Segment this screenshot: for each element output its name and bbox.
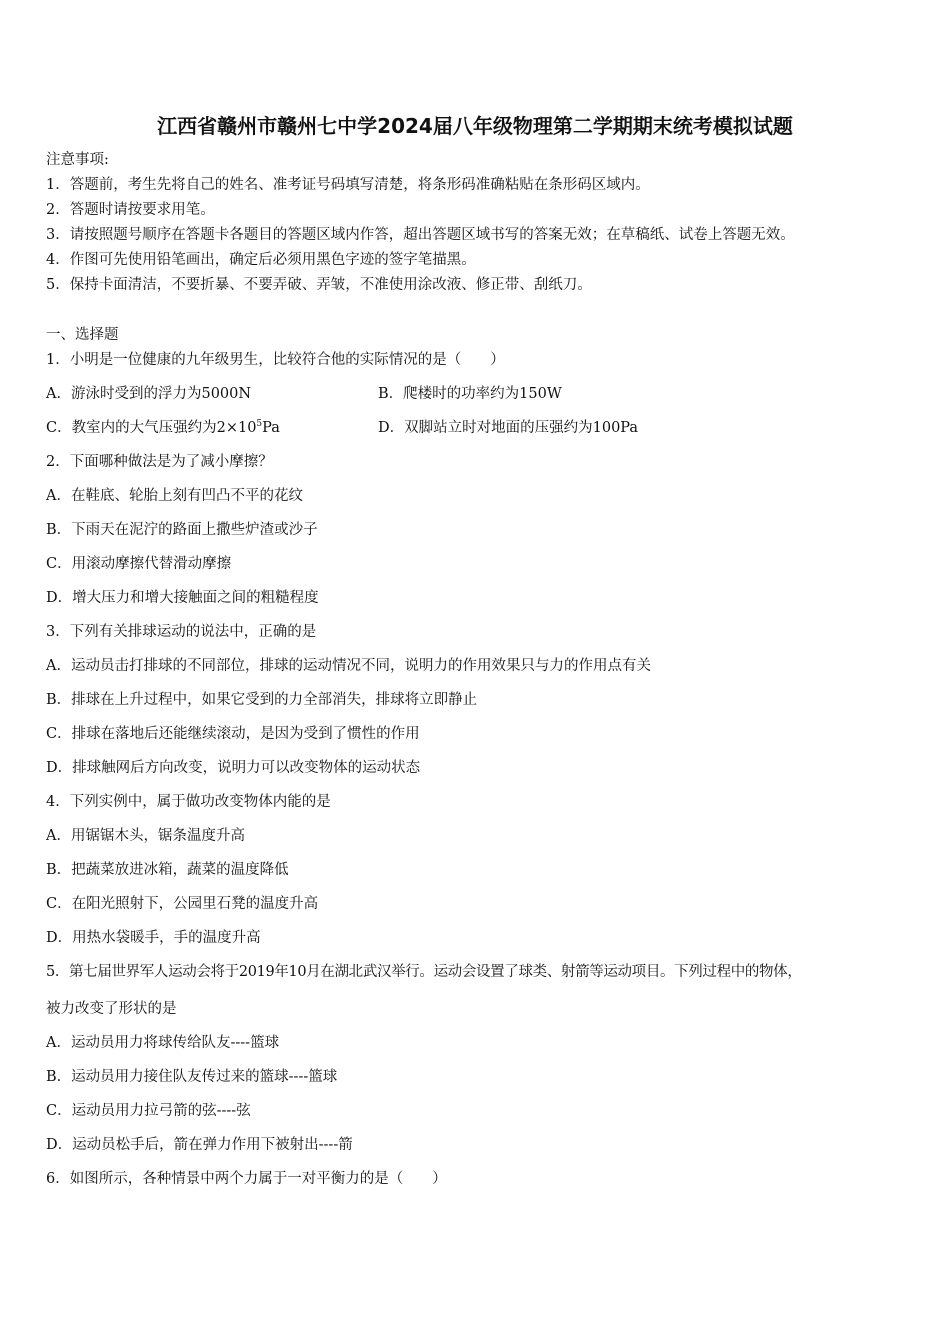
q3-option-c: C．排球在落地后还能继续滚动，是因为受到了惯性的作用 [46, 726, 420, 742]
q3-option-b: B．排球在上升过程中，如果它受到的力全部消失，排球将立即静止 [46, 692, 478, 708]
q2-option-a: A．在鞋底、轮胎上刻有凹凸不平的花纹 [46, 488, 303, 504]
q1-option-c-unit: Pa [262, 420, 280, 436]
q5-stem-line2: 被力改变了形状的是 [46, 1001, 177, 1017]
q2-option-d: D．增大压力和增大接触面之间的粗糙程度 [46, 590, 319, 606]
q6-stem: 6．如图所示，各种情景中两个力属于一对平衡力的是（ ） [46, 1171, 447, 1187]
q2-option-c: C．用滚动摩擦代替滑动摩擦 [46, 556, 232, 572]
q5-option-d: D．运动员松手后，箭在弹力作用下被射出----箭 [46, 1137, 353, 1153]
q5-option-c: C．运动员用力拉弓箭的弦----弦 [46, 1103, 251, 1119]
q4-option-d: D．用热水袋暖手，手的温度升高 [46, 930, 261, 946]
q1-option-c-exponent: 5 [256, 419, 263, 430]
q3-option-d: D．排球触网后方向改变，说明力可以改变物体的运动状态 [46, 760, 421, 776]
q1-stem: 1．小明是一位健康的九年级男生，比较符合他的实际情况的是（ ） [46, 352, 505, 368]
q5-option-a: A．运动员用力将球传给队友----篮球 [46, 1035, 280, 1051]
q1-option-c-text: C．教室内的大气压强约为2×10 [46, 420, 257, 436]
q1-option-a: A．游泳时受到的浮力为5000N [46, 386, 252, 402]
q1-option-c [46, 418, 280, 438]
q5-stem-line1: 5．第七届世界军人运动会将于2019年10月在湖北武汉举行。运动会设置了球类、射箭等运动项目。下列过程中的物体， [46, 964, 802, 980]
notice-item-5: 5．保持卡面清洁，不要折暴、不要弄破、弄皱，不准使用涂改液、修正带、刮纸刀。 [46, 277, 592, 293]
notice-item-1: 1．答题前，考生先将自己的姓名、准考证号码填写清楚，将条形码准确粘贴在条形码区域内。 [46, 177, 650, 193]
q1-option-b: B．爬楼时的功率约为150W [378, 386, 562, 402]
notice-heading: 注意事项: [46, 152, 109, 168]
q5-option-b: B．运动员用力接住队友传过来的篮球----篮球 [46, 1069, 338, 1085]
notice-item-4: 4．作图可先使用铅笔画出，确定后必须用黑色字迹的签字笔描黑。 [46, 252, 476, 268]
q4-stem: 4．下列实例中，属于做功改变物体内能的是 [46, 794, 331, 810]
q3-stem: 3．下列有关排球运动的说法中，正确的是 [46, 624, 317, 640]
notice-item-2: 2．答题时请按要求用笔。 [46, 202, 215, 218]
notice-item-3: 3．请按照题号顺序在答题卡各题目的答题区域内作答，超出答题区域书写的答案无效；在草稿纸、试卷上答题无效。 [46, 227, 795, 243]
q4-option-b: B．把蔬菜放进冰箱，蔬菜的温度降低 [46, 862, 289, 878]
q4-option-c: C．在阳光照射下，公园里石凳的温度升高 [46, 896, 319, 912]
section-heading: 一、选择题 [46, 327, 119, 343]
page-title: 江西省赣州市赣州七中学2024届八年级物理第二学期期末统考模拟试题 [157, 114, 793, 138]
q1-option-d: D．双脚站立时对地面的压强约为100Pa [378, 420, 639, 436]
q2-stem: 2．下面哪种做法是为了减小摩擦？ [46, 454, 273, 470]
q3-option-a: A．运动员击打排球的不同部位，排球的运动情况不同，说明力的作用效果只与力的作用点有关 [46, 658, 651, 674]
q4-option-a: A．用锯锯木头，锯条温度升高 [46, 828, 245, 844]
q2-option-b: B．下雨天在泥泞的路面上撒些炉渣或沙子 [46, 522, 318, 538]
